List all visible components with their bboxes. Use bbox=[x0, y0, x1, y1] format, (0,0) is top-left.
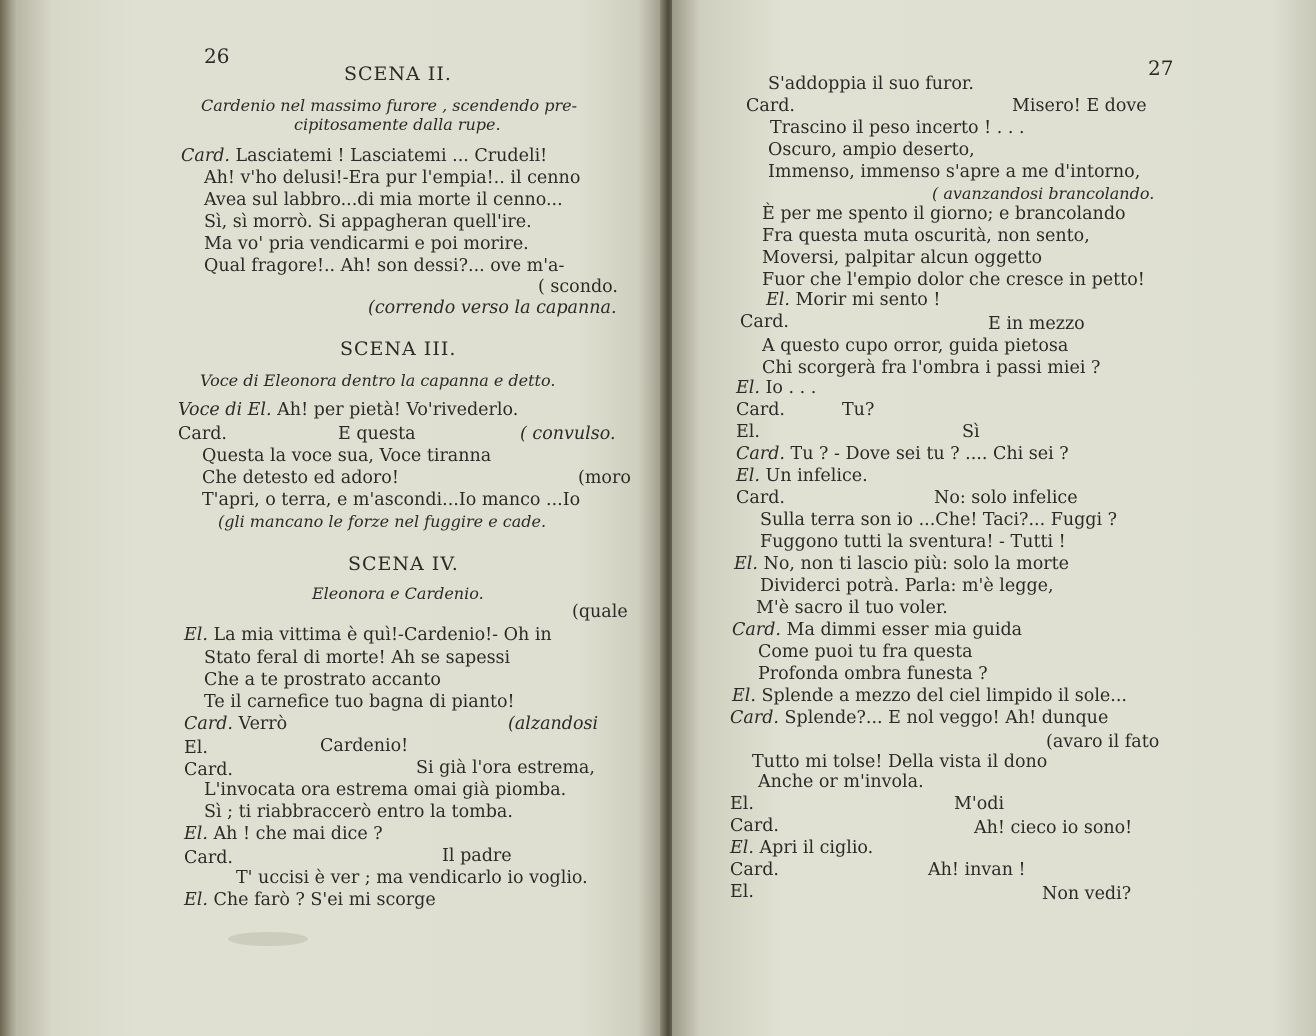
verse-line: Card. Ma dimmi esser mia guida bbox=[732, 620, 1023, 640]
scene-heading: SCENA III. bbox=[340, 338, 457, 360]
verse-line: El. Un infelice. bbox=[736, 466, 868, 486]
verse-line: Immenso, immenso s'apre a me d'intorno, bbox=[768, 162, 1141, 182]
verse-line: Anche or m'invola. bbox=[758, 772, 924, 792]
speaker: Card. bbox=[736, 488, 785, 508]
stage-direction: (alzandosi bbox=[508, 714, 599, 734]
verse-line: El. La mia vittima è quì!-Cardenio!- Oh in bbox=[184, 625, 552, 645]
stage-direction: (avaro il fato bbox=[1046, 732, 1160, 752]
stage-direction: Cardenio nel massimo furore , scendendo pre- bbox=[201, 96, 577, 115]
stage-direction: ( avanzandosi brancolando. bbox=[932, 184, 1155, 203]
scene-heading: SCENA IV. bbox=[348, 553, 459, 575]
speaker: Card. bbox=[184, 848, 233, 868]
verse-line: T'apri, o terra, e m'ascondi...Io manco ...Io bbox=[202, 490, 581, 510]
paper-stain bbox=[228, 932, 308, 946]
stage-direction: (quale bbox=[572, 602, 628, 622]
verse-line: Fuor che l'empio dolor che cresce in petto! bbox=[762, 270, 1145, 290]
verse-line: Che a te prostrato accanto bbox=[204, 670, 441, 690]
stage-direction: ( convulso. bbox=[520, 424, 616, 444]
verse-line: Qual fragore!.. Ah! son dessi?... ove m'a- bbox=[204, 256, 565, 276]
stage-direction: ( scondo. bbox=[538, 277, 618, 297]
stage-direction: (correndo verso la capanna. bbox=[368, 298, 617, 318]
verse-line: Cardenio! bbox=[320, 736, 409, 756]
scene-heading: SCENA II. bbox=[344, 63, 452, 85]
verse-line: Ma vo' pria vendicarmi e poi morire. bbox=[204, 234, 529, 254]
verse-line: E questa bbox=[338, 424, 416, 444]
speaker: Card. bbox=[740, 312, 789, 332]
verse-line: El. Morir mi sento ! bbox=[766, 290, 941, 310]
speaker: Card. bbox=[178, 424, 227, 444]
verse-line: Card. Lasciatemi ! Lasciatemi ... Crudeli! bbox=[181, 146, 548, 166]
verse-line: Tutto mi tolse! Della vista il dono bbox=[752, 752, 1048, 772]
speaker: Card. bbox=[730, 816, 779, 836]
verse-line: Sì bbox=[962, 422, 980, 442]
speaker: El. bbox=[730, 882, 754, 902]
left-page bbox=[18, 0, 663, 1036]
verse-line: Sì ; ti riabbraccerò entro la tomba. bbox=[204, 802, 513, 822]
verse-line: Ah! invan ! bbox=[928, 860, 1026, 880]
verse-line: Moversi, palpitar alcun oggetto bbox=[762, 248, 1043, 268]
verse-line: Te il carnefice tuo bagna di pianto! bbox=[204, 692, 515, 712]
verse-line: El. No, non ti lascio più: solo la morte bbox=[734, 554, 1070, 574]
book-edge bbox=[0, 0, 20, 1036]
stage-direction: Eleonora e Cardenio. bbox=[312, 584, 484, 603]
verse-line: No: solo infelice bbox=[934, 488, 1078, 508]
speaker: El. bbox=[730, 794, 754, 814]
verse-line: Come puoi tu fra questa bbox=[758, 642, 973, 662]
verse-line: S'addoppia il suo furor. bbox=[768, 74, 974, 94]
verse-line: Sì, sì morrò. Si appagheran quell'ire. bbox=[204, 212, 532, 232]
speaker: El. bbox=[736, 422, 760, 442]
verse-line: A questo cupo orror, guida pietosa bbox=[762, 336, 1069, 356]
verse-line: Sulla terra son io ...Che! Taci?... Fuggi ? bbox=[760, 510, 1118, 530]
verse-line: Tu? bbox=[842, 400, 875, 420]
verse-line: E in mezzo bbox=[988, 314, 1085, 334]
verse-line: Non vedi? bbox=[1042, 884, 1132, 904]
verse-line: Fuggono tutti la sventura! - Tutti ! bbox=[760, 532, 1066, 552]
verse-line: Ah! v'ho delusi!-Era pur l'empia!.. il cenno bbox=[204, 168, 581, 188]
verse-line: Dividerci potrà. Parla: m'è legge, bbox=[760, 576, 1054, 596]
verse-line: Trascino il peso incerto ! . . . bbox=[770, 118, 1025, 138]
stage-direction: (moro bbox=[578, 468, 631, 488]
verse-line: El. Splende a mezzo del ciel limpido il sole... bbox=[732, 686, 1127, 706]
verse-line: El. Ah ! che mai dice ? bbox=[184, 824, 383, 844]
verse-line: L'invocata ora estrema omai già piomba. bbox=[204, 780, 567, 800]
verse-line: Profonda ombra funesta ? bbox=[758, 664, 988, 684]
verse-line: Stato feral di morte! Ah se sapessi bbox=[204, 648, 511, 668]
page-number: 26 bbox=[204, 44, 230, 68]
verse-line: El. Apri il ciglio. bbox=[730, 838, 874, 858]
verse-line: T' uccisi è ver ; ma vendicarlo io voglio. bbox=[236, 868, 588, 888]
verse-line: Fra questa muta oscurità, non sento, bbox=[762, 226, 1090, 246]
verse-line: Avea sul labbro...di mia morte il cenno... bbox=[204, 190, 563, 210]
stage-direction: cipitosamente dalla rupe. bbox=[294, 115, 501, 134]
verse-line: È per me spento il giorno; e brancolando bbox=[762, 204, 1126, 224]
verse-line: M'odi bbox=[954, 794, 1005, 814]
verse-line: Card. Tu ? - Dove sei tu ? .... Chi sei ? bbox=[736, 444, 1069, 464]
verse-line: Il padre bbox=[442, 846, 512, 866]
verse-line: Voce di El. Ah! per pietà! Vo'rivederlo. bbox=[178, 400, 519, 420]
verse-line: M'è sacro il tuo voler. bbox=[756, 598, 948, 618]
verse-line: Card. Splende?... E nol veggo! Ah! dunque bbox=[730, 708, 1109, 728]
speaker: Card. bbox=[736, 400, 785, 420]
verse-line: Chi scorgerà fra l'ombra i passi miei ? bbox=[762, 358, 1101, 378]
speaker: Card. bbox=[730, 860, 779, 880]
verse-line: Si già l'ora estrema, bbox=[416, 758, 595, 778]
verse-line: Misero! E dove bbox=[1012, 96, 1147, 116]
verse-line: Oscuro, ampio deserto, bbox=[768, 140, 975, 160]
verse-line: Card. Verrò bbox=[184, 714, 288, 734]
verse-line: Ah! cieco io sono! bbox=[974, 818, 1133, 838]
speaker: Card. bbox=[746, 96, 795, 116]
verse-line: Questa la voce sua, Voce tiranna bbox=[202, 446, 492, 466]
stage-direction: Voce di Eleonora dentro la capanna e detto. bbox=[200, 371, 556, 390]
verse-line: El. Io . . . bbox=[736, 378, 817, 398]
right-page bbox=[672, 0, 1316, 1036]
verse-line: El. Che farò ? S'ei mi scorge bbox=[184, 890, 436, 910]
verse-line: Che detesto ed adoro! bbox=[202, 468, 399, 488]
page-number: 27 bbox=[1148, 56, 1174, 80]
speaker: El. bbox=[184, 738, 208, 758]
speaker: Card. bbox=[184, 760, 233, 780]
stage-direction: (gli mancano le forze nel fuggire e cade. bbox=[218, 512, 547, 531]
